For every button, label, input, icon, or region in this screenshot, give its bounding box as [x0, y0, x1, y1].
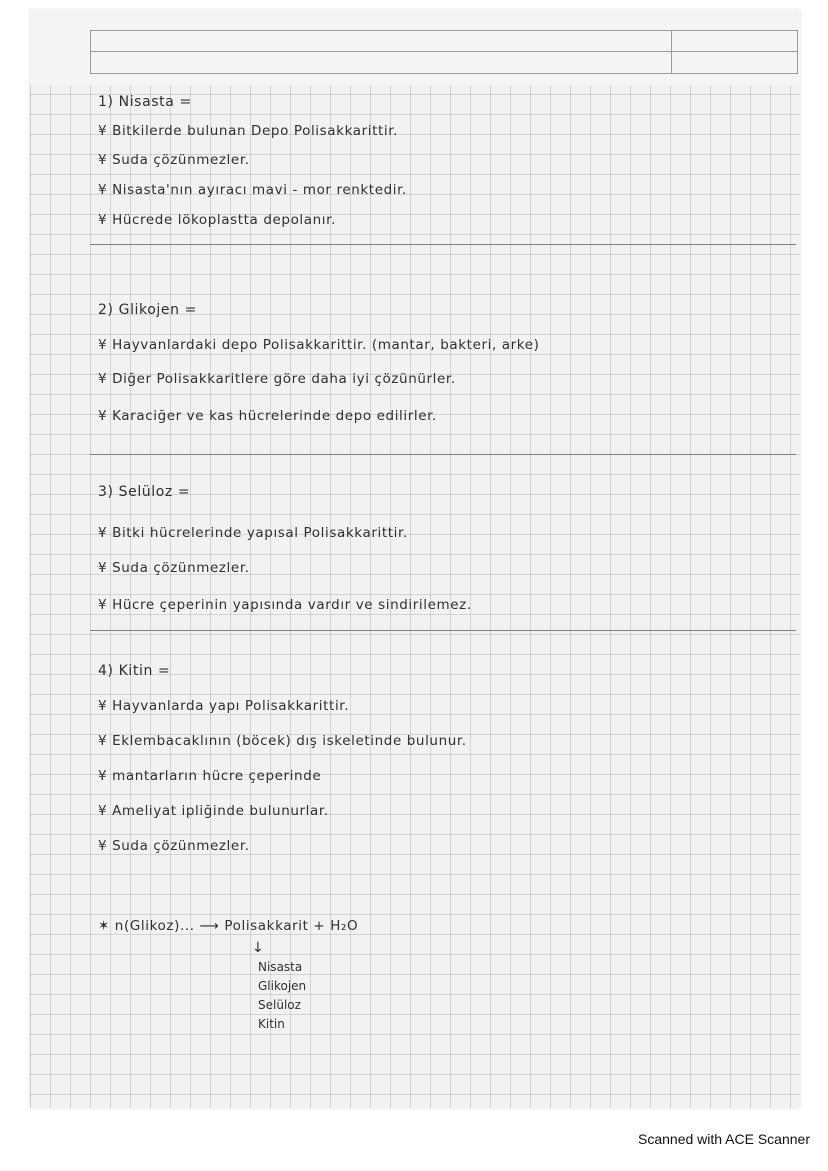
- note-line: ¥ Bitki hücrelerinde yapısal Polisakkarittir.: [98, 525, 408, 541]
- section-title-seluloz: 3) Selüloz =: [98, 484, 191, 500]
- notebook-page: [30, 10, 800, 1108]
- header-row-divider: [91, 51, 797, 52]
- note-line: ¥ Hücrede lökoplastta depolanır.: [98, 212, 336, 228]
- section-title-kitin: 4) Kitin =: [98, 663, 171, 679]
- list-item: Selüloz: [258, 998, 301, 1012]
- note-line: ¥ Nisasta'nın ayıracı mavi - mor renktedir.: [98, 182, 407, 198]
- reaction-equation: ✶ n(Glikoz)... ⟶ Polisakkarit + H₂O: [98, 918, 359, 934]
- note-line: ¥ Eklembacaklının (böcek) dış iskeletinde bulunur.: [98, 733, 467, 749]
- down-arrow-icon: ↓: [252, 940, 264, 956]
- section-divider: [90, 244, 796, 245]
- note-line: ¥ mantarların hücre çeperinde: [98, 768, 322, 784]
- header-table: [90, 30, 798, 74]
- section-title-nisasta: 1) Nisasta =: [98, 94, 192, 110]
- note-line: ¥ Hayvanlardaki depo Polisakkarittir. (mantar, bakteri, arke): [98, 337, 540, 353]
- list-item: Nisasta: [258, 960, 303, 974]
- scanner-credit: Scanned with ACE Scanner: [638, 1131, 810, 1147]
- note-line: ¥ Suda çözünmezler.: [98, 152, 250, 168]
- polysaccharide-list: [258, 958, 306, 1034]
- note-line: ¥ Suda çözünmezler.: [98, 838, 250, 854]
- note-line: ¥ Hayvanlarda yapı Polisakkarittir.: [98, 698, 350, 714]
- section-title-glikojen: 2) Glikojen =: [98, 302, 197, 318]
- note-line: ¥ Karaciğer ve kas hücrelerinde depo edilirler.: [98, 408, 437, 424]
- note-line: ¥ Hücre çeperinin yapısında vardır ve sindirilemez.: [98, 597, 472, 613]
- header-column-divider: [671, 31, 672, 73]
- list-item: Kitin: [258, 1017, 285, 1031]
- note-line: ¥ Diğer Polisakkaritlere göre daha iyi çözünürler.: [98, 371, 456, 387]
- note-line: ¥ Ameliyat ipliğinde bulunurlar.: [98, 803, 329, 819]
- section-divider: [90, 454, 796, 455]
- list-item: Glikojen: [258, 979, 307, 993]
- note-line: ¥ Suda çözünmezler.: [98, 560, 250, 576]
- section-divider: [90, 630, 796, 631]
- note-line: ¥ Bitkilerde bulunan Depo Polisakkarittir.: [98, 123, 399, 139]
